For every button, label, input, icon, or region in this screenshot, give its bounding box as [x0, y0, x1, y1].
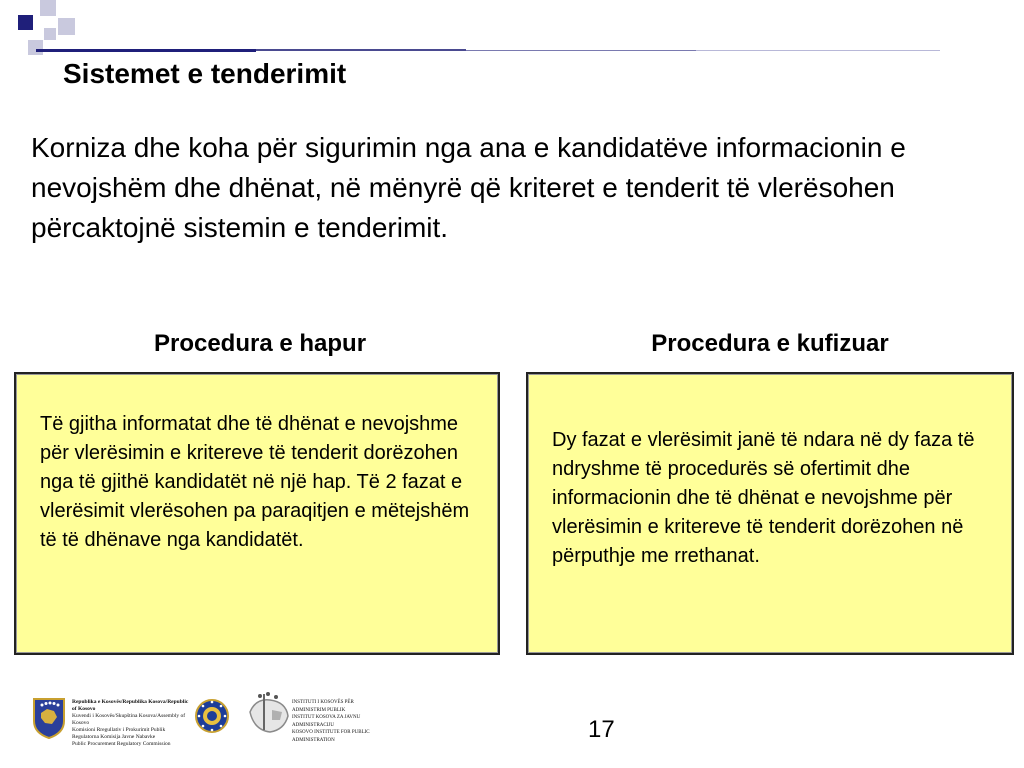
column-heading-open-procedure: Procedura e hapur — [153, 330, 367, 357]
column-heading-restricted-procedure: Procedura e kufizuar — [651, 330, 889, 357]
institute-logo-icon — [246, 690, 292, 738]
title-rule — [0, 50, 940, 51]
eu-star-seal-icon — [194, 693, 230, 739]
corner-square-light — [28, 40, 43, 55]
institute-caption: INSTITUTI I KOSOVËS PËR ADMINISTRIM PUBLIK INSTITUT KOSOVA ZA JAVNU ADMINISTRACIJU KOSOVO INSTITUTE FOR PUBLIC ADMINISTRATION — [292, 700, 370, 743]
restricted-procedure-box — [526, 372, 1014, 655]
page-number: 17 — [588, 716, 615, 743]
open-procedure-text: Të gjitha informatat dhe të dhënat e nevojshme për vlerësimin e kritereve të tenderit dorëzohen nga të gjithë kandidatët në një hap. Të 2 fazat e vlerësimit vlerësohen pa paraqitjen e mëtejshëm të të dhënave nga kandidatët. — [40, 413, 470, 551]
restricted-procedure-text: Dy fazat e vlerësimit janë të ndara në dy faza të ndryshme të procedurës së ofertimit dhe informacionin dhe të dhënat e nevojshme për vlerësimin e kritereve të tenderit dorëzohen në përputhje me rrethanat. — [552, 429, 975, 567]
page-title: Sistemet e tenderimit — [63, 58, 347, 89]
kosovo-emblem-caption: Republika e Kosovës/Republika Kosova/Republic of Kosovo Kuvendi i Kosovës/Skupština Kosova/Assembly of Kosovo Komisioni Rregullativ i Prokurimit Publik Regulatorna Komisija Javne Nabavke Public Procurement Regulatory Commission — [72, 699, 189, 747]
corner-square-dark — [18, 15, 33, 30]
corner-square-light — [40, 0, 56, 16]
corner-square-light — [44, 28, 56, 40]
corner-square-light — [58, 18, 75, 35]
open-procedure-box — [14, 372, 500, 655]
intro-paragraph: Korniza dhe koha për sigurimin nga ana e kandidatëve informacionin e nevojshëm dhe dhënat, në mënyrë që kriteret e tenderit të vlerësohen përcaktojnë sistemin e tenderimit. — [31, 132, 906, 243]
kosovo-emblem-icon — [32, 697, 66, 739]
